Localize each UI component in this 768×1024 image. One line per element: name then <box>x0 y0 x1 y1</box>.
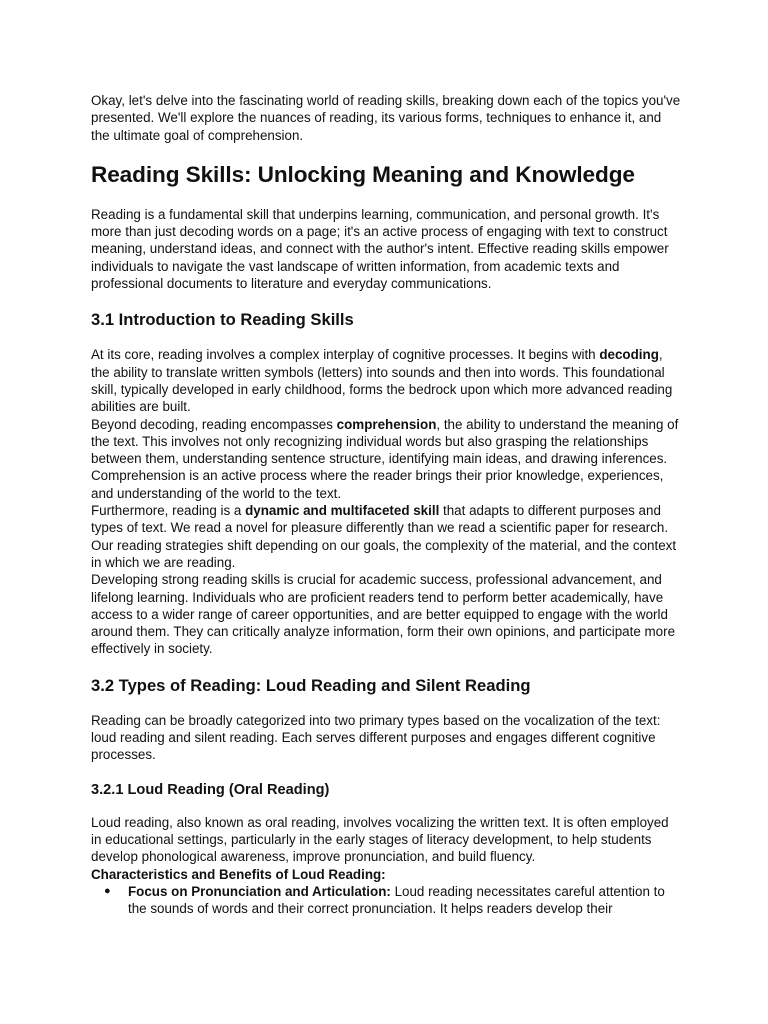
paragraph-comprehension <box>91 416 681 502</box>
overview-paragraph: Reading is a fundamental skill that underpins learning, communication, and personal growth. It's more than just decoding words on a page; it's an active process of engaging with text to construct meaning, understand ideas, and connect with the author's intent. Effective reading skills empower individuals to navigate the vast landscape of written information, from academic texts and professional documents to literature and everyday communications. <box>91 206 669 292</box>
intro-paragraph: Okay, let's delve into the fascinating world of reading skills, breaking down each of the topics you've presented. We'll explore the nuances of reading, its various forms, techniques to enhance it, and the ultimate goal of comprehension. <box>91 93 681 143</box>
document-title: Reading Skills: Unlocking Meaning and Knowledge <box>91 161 635 187</box>
paragraph-developing-skills: Developing strong reading skills is crucial for academic success, professional advancement, and lifelong learning. Individuals who are proficient readers tend to perform better academically, have access to a wider range of career opportunities, and are better equipped to engage with the world around them. They can critically analyze information, form their own opinions, and participate more effectively in society. <box>91 572 676 657</box>
paragraph-text: , the ability to understand the meaning of the text. This involves not only recognizing individual words but also grasping the relationships between them, understanding sentence structure, identifying main ideas, and drawing inferences. Comprehension is an active process where the reader brings their prior knowledge, experiences, and understanding of the world to the text. <box>91 416 679 501</box>
benefits-label: Characteristics and Benefits of Loud Reading: <box>91 866 386 882</box>
paragraph-text: , the ability to translate written symbols (letters) into sounds and then into words. This foundational skill, typically developed in early childhood, forms the bedrock upon which more advanced reading abilities are built. <box>91 347 673 415</box>
benefits-list <box>91 883 681 918</box>
paragraph-text: that adapts to different purposes and types of text. We read a novel for pleasure differently than we read a scientific paper for research. Our reading strategies shift depending on our goals, the complexity of the material, and the context in which we are reading. <box>91 503 677 570</box>
paragraph-loud-reading: Loud reading, also known as oral reading, involves vocalizing the written text. It is often employed in educational settings, particularly in the early stages of literacy development, to help students develop phonological awareness, improve pronunciation, and build fluency. <box>91 814 669 865</box>
paragraph-decoding <box>91 346 681 415</box>
bold-term-dynamic-skill: dynamic and multifaceted skill <box>245 503 440 519</box>
section-heading-3-2-1: 3.2.1 Loud Reading (Oral Reading) <box>91 781 330 798</box>
list-item-title: Focus on Pronunciation and Articulation: <box>128 883 391 899</box>
bold-term-decoding: decoding <box>599 347 659 363</box>
section-heading-3-1: 3.1 Introduction to Reading Skills <box>91 310 354 330</box>
bullet-icon: ● <box>104 884 111 897</box>
paragraph-text: At its core, reading involves a complex interplay of cognitive processes. It begins with <box>91 347 600 363</box>
document-page <box>91 92 681 917</box>
bold-term-comprehension: comprehension <box>336 416 437 432</box>
paragraph-text: Furthermore, reading is a <box>91 503 246 519</box>
paragraph-text: Beyond decoding, reading encompasses <box>91 416 337 432</box>
section-heading-3-2: 3.2 Types of Reading: Loud Reading and Silent Reading <box>91 675 531 695</box>
list-item <box>91 883 681 918</box>
paragraph-types-of-reading: Reading can be broadly categorized into two primary types based on the vocalization of the text: loud reading and silent reading. Each serves different purposes and engages different cognitive processes. <box>91 712 661 763</box>
list-item-text: Loud reading necessitates careful attention to the sounds of words and their correct pronunciation. It helps readers develop their <box>128 883 665 917</box>
paragraph-dynamic-skill <box>91 502 681 571</box>
